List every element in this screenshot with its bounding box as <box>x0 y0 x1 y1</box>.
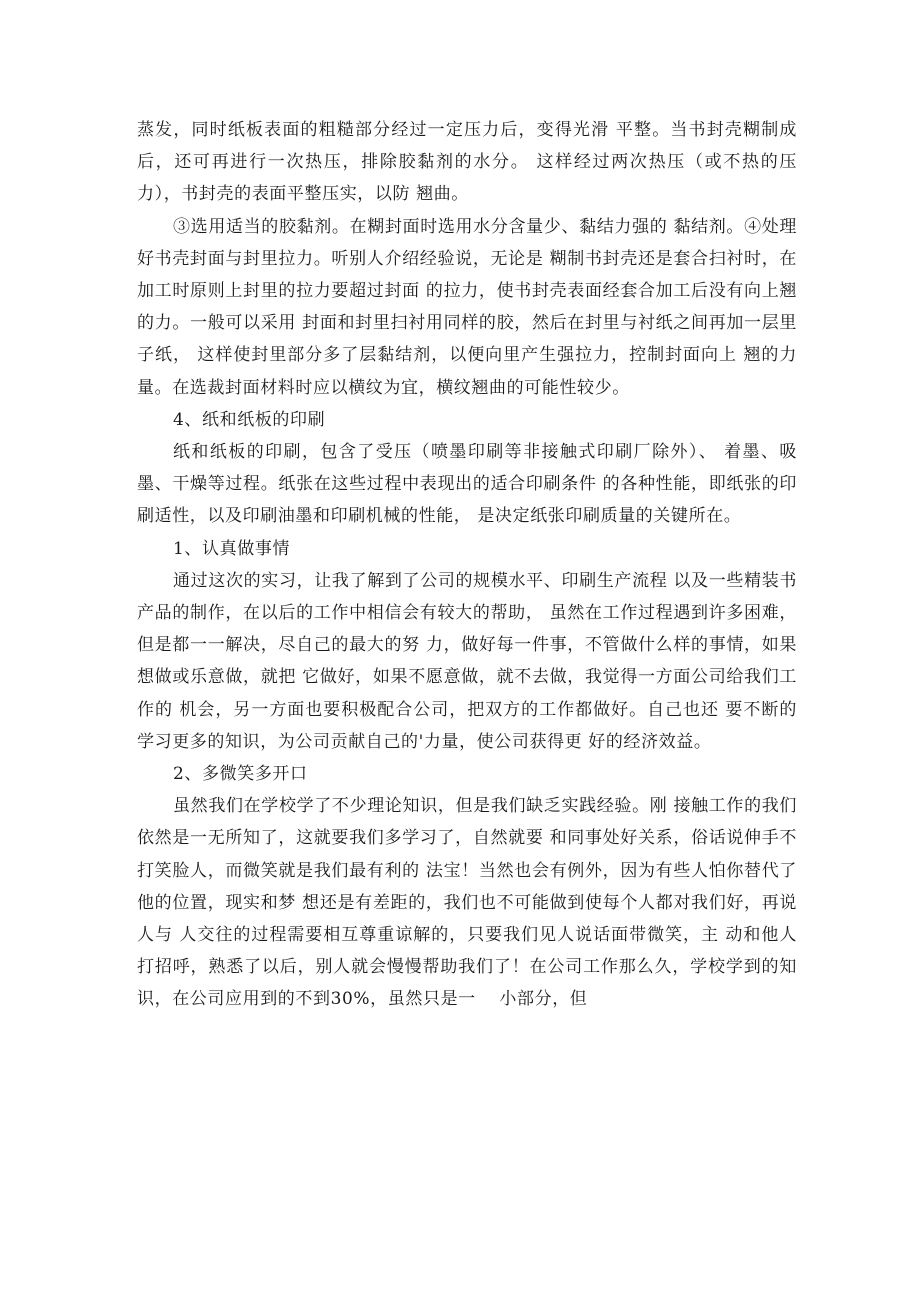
document-body <box>137 114 797 1016</box>
paragraph-communication: 虽然我们在学校学了不少理论知识，但是我们缺乏实践经验。刚 接触工作的我们依然是一无所知了，这就要我们多学习了，自然就要 和同事处好关系，俗话说伸手不打笑脸人，而微笑就是我们最有利的 法宝！当然也会有例外，因为有些人怕你替代了他的位置，现实和梦 想还是有差距的，我们也不可能做到使每个人都对我们好，再说人与 人交往的过程需要相互尊重谅解的，只要我们见人说话面带微笑，主 动和他人打招呼，熟悉了以后，别人就会慢慢帮助我们了！在公司工作那么久，学校学到的知识，在公司应用到的不到30%，虽然只是一 小部分，但 <box>137 796 797 1010</box>
section-heading-printing: 4、纸和纸板的印刷 <box>173 409 326 430</box>
paragraph-internship-experience: 通过这次的实习，让我了解到了公司的规模水平、印刷生产流程 以及一些精装书产品的制作，在以后的工作中相信会有较大的帮助， 虽然在工作过程遇到许多困难，但是都一一解决，尽自己的最大的努 力，做好每一件事，不管做什么样的事情，如果想做或乐意做，就把 它做好，如果不愿意做，就不去做，我觉得一方面公司给我们工作的 机会，另一方面也要积极配合公司，把双方的工作都做好。自己也还 要不断的学习更多的知识，为公司贡献自己的'力量，使公司获得更 好的经济效益。 <box>137 570 797 752</box>
paragraph-adhesive-tension: ③选用适当的胶黏剂。在糊封面时选用水分含量少、黏结力强的 黏结剂。④处理好书壳封面与封里拉力。听别人介绍经验说，无论是 糊制书封壳还是套合扫衬时，在加工时原则上封里的拉力要超过封面 的拉力，使书封壳表面经套合加工后没有向上翘的力。一般可以采用 封面和封里扫衬用同样的胶，然后在封里与衬纸之间再加一层里子纸， 这样使封里部分多了层黏结剂，以便向里产生强拉力，控制封面向上 翘的力量。在选裁封面材料时应以横纹为宜，横纹翘曲的可能性较少。 <box>137 216 797 398</box>
paragraph-printing-process: 纸和纸板的印刷，包含了受压（喷墨印刷等非接触式印刷厂除外）、 着墨、吸墨、干燥等过程。纸张在这些过程中表现出的适合印刷条件 的各种性能，即纸张的印刷适性，以及印刷油墨和印刷机械的性能， 是决定纸张印刷质量的关键所在。 <box>137 442 797 527</box>
section-heading-smile-more: 2、多微笑多开口 <box>173 764 308 785</box>
section-heading-work-seriously: 1、认真做事情 <box>173 538 291 559</box>
paragraph-hot-pressing: 蒸发，同时纸板表面的粗糙部分经过一定压力后，变得光滑 平整。当书封壳糊制成后，还可再进行一次热压，排除胶黏剂的水分。 这样经过两次热压（或不热的压力），书封壳的表面平整压实，以防 翘曲。 <box>137 120 797 205</box>
